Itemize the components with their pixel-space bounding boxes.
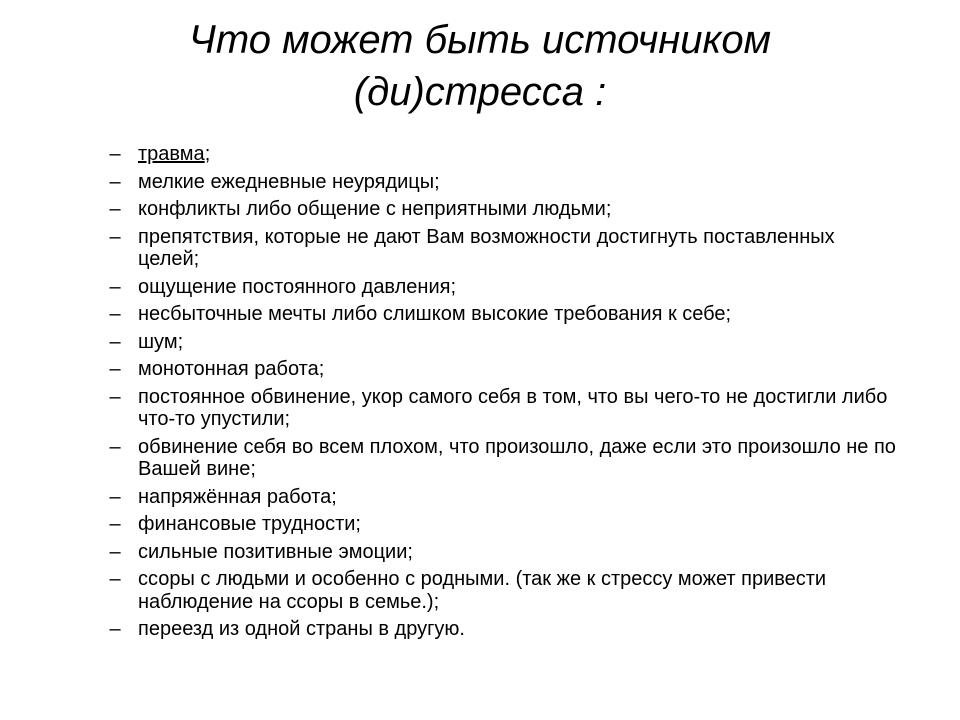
- item-text: мелкие ежедневные неурядицы;: [138, 170, 440, 193]
- title-line-2: (ди)стресса :: [353, 70, 607, 114]
- dash-bullet: –: [109, 330, 121, 353]
- item-text: ссоры с людьми и особенно с родными. (так же к стрессу может привести наблюдение на ссоры в семье.);: [138, 568, 827, 613]
- item-text: несбыточные мечты либо слишком высокие требования к себе;: [138, 303, 732, 325]
- item-text: препятствия, которые не дают Вам возможности достигнуть поставленных целей;: [138, 225, 835, 270]
- dash-bullet: –: [109, 618, 121, 640]
- list-item: [98, 358, 898, 381]
- dash-bullet: –: [109, 358, 121, 380]
- item-text: финансовые трудности;: [138, 513, 361, 535]
- dash-bullet: –: [109, 198, 121, 220]
- list-item: [98, 386, 898, 431]
- slide-title: [80, 14, 880, 118]
- item-text: ощущение постоянного давления;: [138, 275, 456, 298]
- list-item: [98, 541, 898, 564]
- item-text: шум;: [138, 330, 184, 353]
- list-item: [98, 171, 898, 194]
- stress-sources-list: [98, 143, 898, 646]
- list-item: [98, 513, 898, 536]
- item-text: обвинение себя во всем плохом, что произошло, даже если это произошло не по Вашей вине;: [138, 435, 896, 480]
- dash-bullet: –: [109, 540, 121, 563]
- dash-bullet: –: [109, 225, 121, 248]
- item-text: ;: [204, 143, 211, 165]
- title-line-1: Что может быть источником: [188, 18, 772, 62]
- dash-bullet: –: [109, 435, 121, 458]
- dash-bullet: –: [109, 485, 121, 508]
- dash-bullet: –: [109, 170, 121, 193]
- dash-bullet: –: [109, 303, 121, 325]
- item-text: напряжённая работа;: [138, 485, 337, 508]
- dash-bullet: –: [109, 513, 121, 535]
- list-item: [98, 226, 898, 271]
- list-item: [98, 276, 898, 299]
- item-text: постоянное обвинение, укор самого себя в том, что вы чего-то не достигли либо что-то упустили;: [138, 385, 888, 430]
- list-item: [98, 618, 898, 641]
- item-text: конфликты либо общение с неприятными людьми;: [138, 198, 612, 220]
- dash-bullet: –: [109, 143, 121, 165]
- list-item: [98, 198, 898, 221]
- item-link-text[interactable]: травма: [138, 143, 205, 165]
- list-item: [98, 486, 898, 509]
- item-text: переезд из одной страны в другую.: [138, 618, 465, 640]
- dash-bullet: –: [109, 385, 121, 408]
- list-item: [98, 143, 898, 166]
- list-item: [98, 568, 898, 613]
- dash-bullet: –: [109, 275, 121, 298]
- list-item: [98, 331, 898, 354]
- item-text: сильные позитивные эмоции;: [138, 540, 413, 563]
- list-item: [98, 303, 898, 326]
- item-text: монотонная работа;: [138, 358, 325, 380]
- list-item: [98, 436, 898, 481]
- dash-bullet: –: [109, 568, 121, 590]
